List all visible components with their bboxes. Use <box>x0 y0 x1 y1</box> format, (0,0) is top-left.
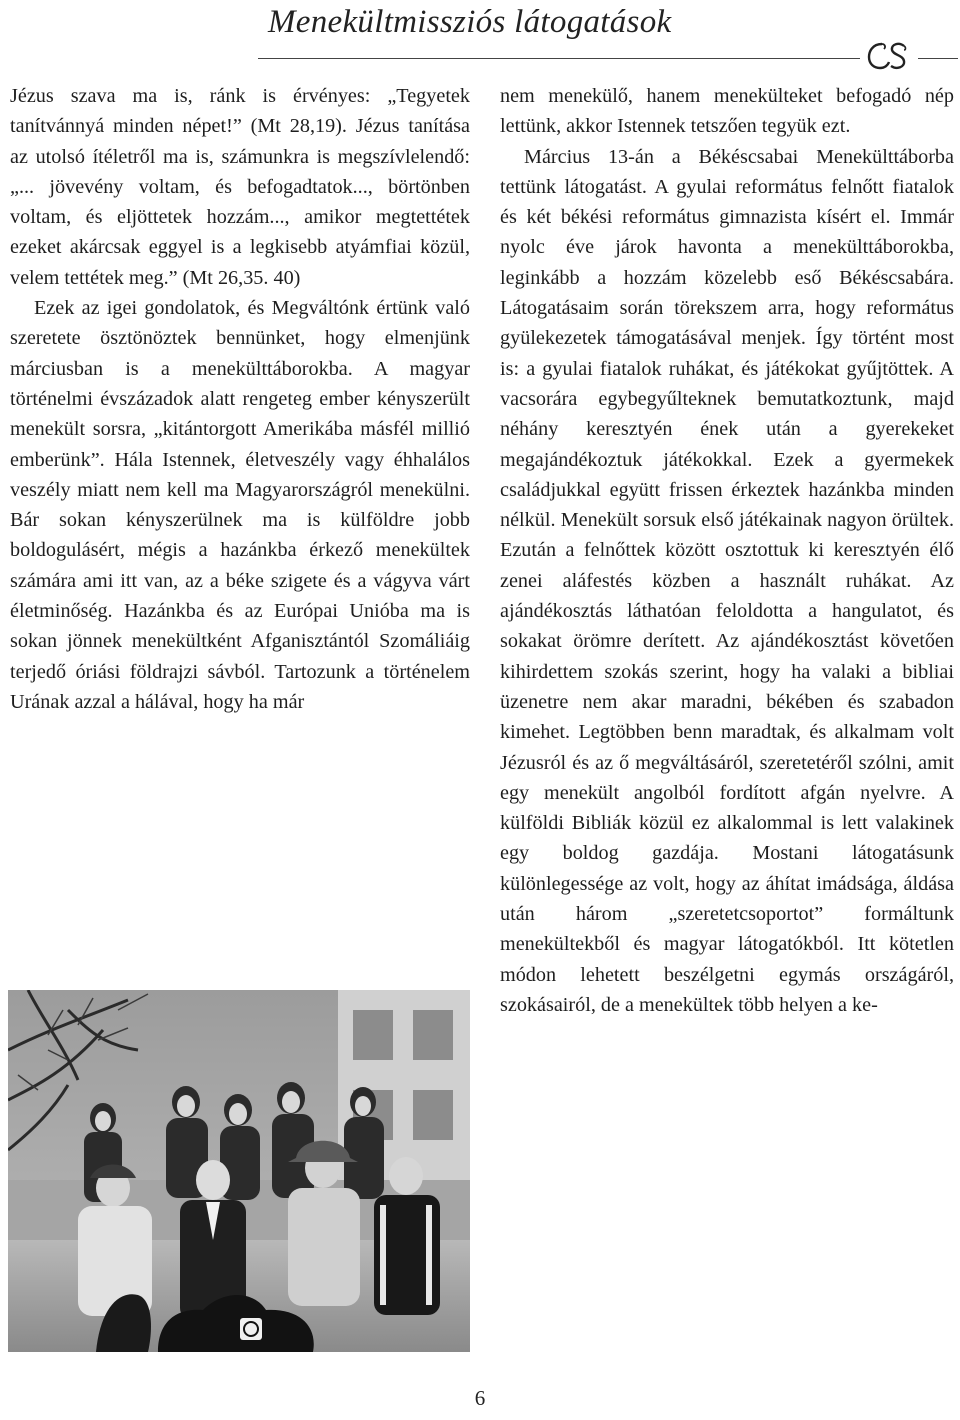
left-paragraph-1: Jézus szava ma is, ránk is érvényes: „Tegyetek tanítvánnyá minden népet!” (Mt 28,19). Jézus tanítása az utolsó ítéletről ma is, számunkra is megszívlelendő: „... jövevény voltam, és befogadtatok..., börtönben voltam, és eljöttetek hozzám..., amikor megtettétek ezeket akárcsak eggyel is a legkisebb atyámfiai közül, velem tettétek meg.” (Mt 26,35. 40) <box>10 85 470 289</box>
right-text-column <box>500 81 954 1020</box>
group-photo <box>8 990 470 1352</box>
page-number: 6 <box>474 1386 486 1410</box>
header-rule-left <box>258 58 860 59</box>
header-rule-right <box>918 58 958 59</box>
left-paragraph-2: Ezek az igei gondolatok, és Megváltónk értünk való szeretete ösztönöztek bennünket, hogy elmenjünk márciusban is a menekülttáborokba. A magyar történelmi évszázadok alatt rengeteg ember kényszerült menekült sorsra, „kitántorgott Amerikába másfél millió emberünk”. Hála Istennek, életveszély vagy éhhalálos veszély miatt nem kell ma Magyarországról menekülni. Bár sokan kényszerülnek ma is külföldre jobb boldogulásért, mégis a hazánkba érkező menekültek számára ami itt van, az a béke szigete és a vágyva várt életminőség. Hazánkba és az Európai Unióba ma is sokan jönnek menekültként Afganisztántól Szomáliáig terjedő óriási földrajzi sávból. Tartozunk a történelem Urának azzal a hálával, hogy ha már <box>10 297 470 713</box>
group-photo-illustration <box>8 990 470 1352</box>
cs-monogram-ornament-icon <box>866 38 912 72</box>
right-paragraph-2: Március 13-án a Békéscsabai Menekülttáborba tettünk látogatást. A gyulai református felnőtt fiatalok és két békési református gimnazista kísért el. Immár nyolc éve járok havonta a menekülttáborokba, leginkább a hozzám közelebb eső Békéscsabára. Látogatásaim során törekszem arra, hogy református gyülekezetek támogatásával menjek. Így történt most is: a gyulai fiatalok ruhákat, és játékokat gyűjtöttek. A vacsorára egybegyűlteknek bemutatkoztunk, majd néhány keresztyén ének után a gyerekeket megajándékoztuk játékokkal. Ezek a gyermekek családjukkal együtt frissen érkeztek hazánkba minden nélkül. Menekült sorsuk első játékainak nagyon örültek. Ezután a felnőttek között osztottuk ki keresztyén élő zenei aláfestés közben a használt ruhákat. Az ajándékosztás láthatóan feloldotta a hangulatot, és sokakat örömre derített. Az ajándékosztást követően kihirdettem szokás szerint, hogy ha valaki a bibliai üzenetre nem akar maradni, békében és szabadon kimehet. Legtöbben benn maradtak, és alkalmam volt Jézusról és az ő megváltásáról, szeretetéről szólni, amit egy menekült angolból fordított afgán nyelvre. A külföldi Bibliák közül ez alkalommal is lett valakinek egy boldog gazdája. Mostani látogatásunk különlegessége az volt, hogy az áhítat imádsága, áldása után három „szeretetcsoportot” formáltunk menekültekből és magyar látogatókból. Itt kötetlen módon lehetett beszélgetni egymás országáról, szokásairól, de a menekültek több helyen a ke- <box>500 145 954 1016</box>
left-text-column <box>10 81 470 717</box>
page-header <box>0 0 960 70</box>
running-header-title: Menekültmissziós látogatások <box>268 4 672 40</box>
right-paragraph-1: nem menekülő, hanem menekülteket befogadó nép lettünk, akkor Istennek tetszően tegyük ezt. <box>500 85 954 138</box>
